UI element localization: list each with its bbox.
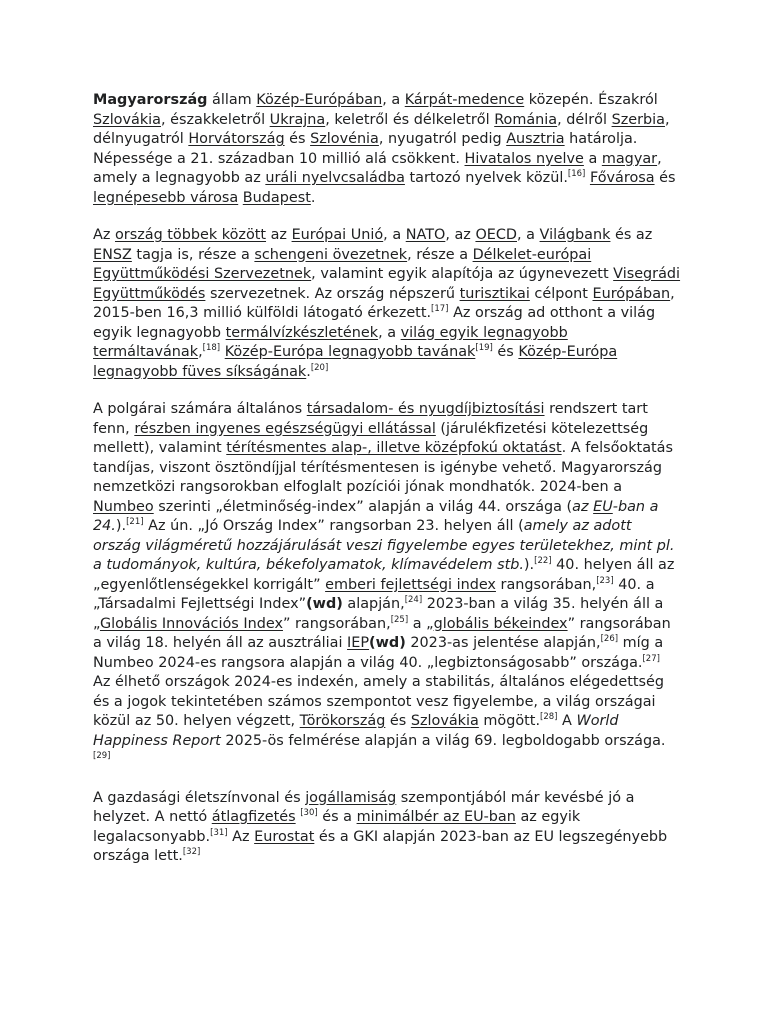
text-run: , valamint egyik alapítója az úgynevezett (311, 266, 614, 282)
article-link[interactable]: Eurostat (254, 828, 315, 845)
reference-superscript[interactable] (601, 634, 618, 644)
reference-link[interactable]: [19] (475, 343, 493, 354)
article-link[interactable]: turisztikai (459, 285, 530, 302)
article-link[interactable]: Budapest (242, 189, 311, 206)
reference-link[interactable]: [16] (567, 169, 586, 180)
reference-link[interactable]: [24] (404, 595, 423, 606)
reference-superscript[interactable] (534, 556, 551, 566)
text-run: 2023-as jelentése alapján, (405, 635, 601, 651)
article-link[interactable]: Globális Innovációs Index (99, 615, 283, 632)
article-link[interactable]: Szerbia (611, 111, 665, 128)
article-link[interactable]: Numbeo (93, 498, 154, 515)
article-link[interactable]: emberi fejlettségi index (325, 576, 496, 593)
reference-superscript[interactable] (210, 828, 227, 838)
text-run: és (492, 344, 519, 360)
text-run: 2023-ban a világ 35. helyén áll a „ (93, 596, 664, 632)
reference-link[interactable]: [22] (534, 556, 552, 567)
article-link[interactable]: termálvízkészletének (225, 324, 379, 341)
text-run: a „ (408, 615, 434, 632)
article-link[interactable]: térítésmentes alap-, illetve középfokú oktatást (226, 440, 562, 456)
reference-link[interactable]: [20] (310, 362, 329, 373)
reference-superscript[interactable] (126, 517, 143, 527)
text-run: , az (445, 227, 476, 243)
text-run: az egyik legalacsonyabb. (93, 809, 581, 845)
text-run: Az ország ad otthont a világ egyik legnagyobb (93, 305, 656, 341)
article-link[interactable]: Közép-Európában (256, 92, 383, 108)
reference-link[interactable]: [26] (600, 634, 619, 645)
text-run: és a (317, 809, 357, 825)
italic-text: az (572, 498, 594, 515)
bold-text: Magyarország (93, 92, 208, 108)
reference-superscript[interactable] (183, 847, 200, 857)
text-run: mögött. (478, 713, 541, 729)
reference-superscript[interactable] (642, 654, 659, 664)
reference-link[interactable]: [17] (431, 304, 449, 315)
text-run: 2025-ös felmérése alapján a világ 69. legboldogabb országa. (220, 732, 666, 749)
text-run: . (310, 189, 316, 206)
article-link[interactable]: Ausztria (506, 131, 565, 147)
bold-text: (wd) (306, 596, 343, 612)
text-run: szempontjából már kevésbé jó a helyzet. A nettó (93, 789, 635, 825)
article-link[interactable]: uráli nyelvcsaládba (265, 170, 405, 186)
text-run: és (654, 170, 676, 186)
text-run: és (385, 713, 411, 729)
reference-link[interactable]: [18] (202, 343, 221, 354)
italic-text: -ban a 24. (93, 498, 659, 534)
text-run: és a GKI alapján 2023-ban az EU legszegényebb országa lett. (93, 828, 668, 864)
article-paragraph (93, 91, 681, 208)
reference-superscript[interactable] (596, 576, 613, 586)
reference-link[interactable]: [23] (596, 575, 614, 586)
article-link[interactable]: EU (593, 498, 613, 515)
text-run: rendszert tart fenn, (93, 401, 648, 437)
reference-superscript[interactable] (475, 343, 492, 353)
article-link[interactable]: Szlovákia (410, 713, 479, 729)
article-link[interactable]: világ egyik legnagyobb termáltavának (93, 324, 568, 360)
text-run: szervezetnek. Az ország népszerű (205, 285, 460, 302)
reference-link[interactable]: [25] (390, 614, 409, 625)
article-link[interactable]: Visegrádi Együttműködés (93, 266, 681, 302)
text-run: , a (383, 227, 406, 243)
text-run: (járulékfizetési kötelezettség mellett), valamint (93, 420, 649, 456)
text-run: tartozó nyelvek közül. (404, 170, 568, 186)
article-link[interactable]: Európai Unió (291, 227, 384, 243)
article-link[interactable]: Ukrajna (269, 111, 326, 128)
article-link[interactable]: NATO (405, 227, 446, 243)
text-run: . (306, 363, 311, 380)
reference-link[interactable]: [28] (540, 712, 558, 723)
text-run: állam (207, 92, 257, 108)
reference-link[interactable]: [31] (210, 827, 228, 838)
article-link[interactable]: Szlovénia (310, 131, 379, 147)
text-run: Az (227, 828, 255, 845)
italic-text: amely az adott ország világméretű hozzájárulását veszi figyelembe egyes területekhez, mint pl. a tudományok, kultúra, békefolyamatok, klímavédelem stb. (93, 518, 675, 573)
text-run: , a (378, 324, 401, 341)
reference-link[interactable]: [27] (642, 653, 660, 664)
text-run: , (198, 344, 203, 360)
reference-superscript[interactable] (405, 595, 422, 605)
reference-superscript[interactable] (203, 343, 220, 353)
article-link[interactable]: minimálbér az EU-ban (356, 809, 516, 825)
text-run: határolja. Népessége a 21. században 10 millió alá csökkent. (93, 131, 638, 167)
article-link[interactable]: Európában (592, 285, 671, 302)
article-link[interactable]: Délkelet-európai Együttműködési Szervezetnek (93, 246, 592, 282)
article-link[interactable]: társadalom- és nyugdíjbiztosítási (306, 401, 545, 417)
text-run: , a (382, 92, 405, 108)
article-link[interactable]: Kárpát-medence (404, 92, 525, 108)
text-run: 40. a „Társadalmi Fejlettségi Index” (93, 576, 655, 612)
text-run: , amely a legnagyobb az (93, 150, 662, 186)
reference-superscript[interactable] (540, 712, 557, 722)
reference-superscript[interactable] (93, 751, 110, 761)
text-run: szerinti „életminőség-index” alapján a világ 44. országa ( (153, 498, 573, 515)
text-run: , keletről és délkeletről (325, 111, 495, 128)
text-run: A (557, 713, 577, 729)
text-run: , a (517, 227, 540, 243)
article-paragraph (93, 789, 681, 867)
text-run: rangsorában, (495, 576, 597, 593)
article-link[interactable]: Horvátország (188, 131, 285, 147)
article-link[interactable]: Közép-Európa legnagyobb füves síkságának (93, 344, 618, 380)
text-run: míg a Numbeo 2024-es rangsora alapján a világ 40. „legbiztonságosabb” országa. (93, 635, 664, 671)
article-link[interactable]: jogállamiság (305, 789, 397, 806)
reference-superscript[interactable] (568, 169, 585, 179)
italic-text: World Happiness Report (93, 713, 619, 749)
text-run: 40. helyen áll az „egyenlőtlenségekkel korrigált” (93, 557, 675, 593)
article-link[interactable]: részben ingyenes egészségügyi ellátással (134, 420, 436, 437)
text-run: , része a (407, 246, 473, 263)
article-link[interactable]: Fővárosa (589, 170, 655, 186)
article-link[interactable]: Románia (494, 111, 558, 128)
text-run: alapján, (342, 596, 405, 612)
article-link[interactable]: legnépesebb városa (93, 189, 239, 206)
text-run: ). (115, 518, 127, 534)
text-run: közepén. Északról (524, 92, 658, 108)
article-link[interactable]: magyar (601, 150, 658, 167)
article-link[interactable]: globális békeindex (433, 615, 568, 632)
text-run: , délről (557, 111, 612, 128)
text-run: A gazdasági életszínvonal és (93, 789, 306, 806)
text-run: tagja is, része a (131, 246, 255, 263)
bold-text: (wd) (369, 635, 406, 651)
text-run: célpont (529, 285, 593, 302)
article-link[interactable]: Szlovákia (93, 111, 161, 128)
article-link[interactable]: ország többek között (114, 227, 267, 243)
article-link[interactable]: Törökország (299, 713, 386, 729)
text-run: , 2015-ben 16,3 millió külföldi látogató érkezett. (93, 285, 675, 321)
reference-link[interactable]: [29] (93, 751, 111, 762)
article-link[interactable]: átlagfizetés (211, 809, 296, 825)
text-run: és az (610, 227, 653, 243)
article-link[interactable]: schengeni övezetnek (254, 246, 408, 263)
reference-superscript[interactable] (431, 304, 448, 314)
text-run: ” rangsorában, (282, 615, 391, 632)
text-run: ” rangsorában a világ 18. helyén áll az ausztráliai (93, 615, 671, 651)
article-body (93, 91, 681, 885)
reference-link[interactable]: [30] (300, 808, 318, 819)
reference-link[interactable]: [32] (182, 847, 201, 858)
text-run: az (266, 227, 292, 243)
text-run: , délnyugatról (93, 111, 670, 147)
article-paragraph (93, 400, 681, 771)
article-link[interactable]: OECD (475, 227, 517, 243)
text-run: ). (523, 557, 535, 573)
text-run: Az (93, 227, 115, 243)
article-link[interactable]: Hivatalos nyelve (464, 150, 584, 167)
text-run: A polgárai számára általános (93, 401, 307, 417)
text-run: Az ún. „Jó Ország Index” rangsorban 23. helyen áll ( (143, 518, 524, 534)
reference-superscript[interactable] (311, 363, 328, 373)
reference-superscript[interactable] (300, 808, 317, 818)
article-paragraph (93, 226, 681, 382)
text-run: , nyugatról pedig (378, 131, 507, 147)
article-link[interactable]: IEP (347, 635, 370, 651)
reference-link[interactable]: [21] (126, 517, 144, 528)
text-run: és (284, 131, 311, 147)
text-run: , északkeletről (160, 111, 270, 128)
reference-superscript[interactable] (391, 615, 408, 625)
text-run: Az élhető országok 2024-es indexén, amely a stabilitás, általános elégedettség és a jogok tekintetében számos szempontot vesz figyelembe, a világ országai közül az 50. helyen végzett, (93, 674, 664, 729)
article-link[interactable]: Világbank (539, 227, 611, 243)
article-link[interactable]: Közép-Európa legnagyobb tavának (224, 344, 476, 360)
article-link[interactable]: ENSZ (93, 246, 132, 263)
text-run: a (583, 150, 602, 167)
text-run: . A felsőoktatás tandíjas, viszont ösztöndíjjal térítésmentesen is igénybe vehető. Magyarország nemzetközi rangsorokban elfoglalt pozíciói jónak mondhatók. 2024-ben a (93, 440, 673, 495)
